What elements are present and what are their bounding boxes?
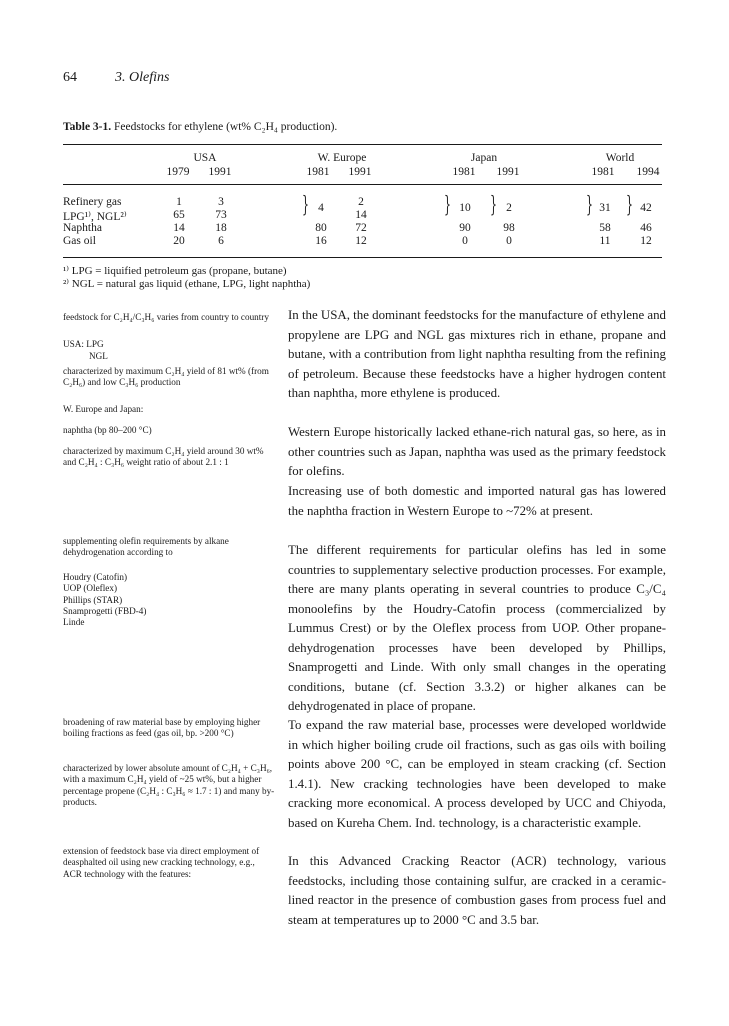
process-item: Houdry (Catofin) — [63, 572, 128, 582]
brace-symbol: } — [626, 193, 633, 218]
table-cell: 58 — [599, 222, 611, 234]
chapter-title: 3. Olefins — [115, 70, 170, 85]
table-cell: 14 — [355, 209, 367, 221]
table-cell: 2 — [358, 196, 364, 208]
table-caption-label: Table 3-1. — [63, 121, 112, 133]
table-cell: 65 — [173, 209, 185, 221]
body-paragraph: Increasing use of both domestic and imported natural gas has lowered the naphtha fraction in Western Europe to ~72% at present. — [288, 484, 666, 518]
table-cell: 12 — [355, 235, 367, 247]
body-paragraph: To expand the raw material base, processes were developed worldwide in which higher boiling crude oil fractions, such as gas oils with boiling points above 200 °C, can be employed in steam cracking (cf. Section 1.4.1). New cracking technologies have been developed to make cracking more economical. A process developed by UCC and Chiyoda, based on Kureha Chem. Ind. technology, is a characteristic example. — [288, 718, 666, 830]
side-note: naphtha (bp 80–200 °C) — [63, 425, 152, 435]
table-header-rule — [63, 184, 662, 185]
row-label-naphtha: Naphtha — [63, 222, 102, 234]
region-w-europe: W. Europe — [317, 152, 367, 164]
table-cell: 18 — [215, 222, 227, 234]
row-label-gas-oil: Gas oil — [63, 235, 96, 247]
process-list — [63, 572, 275, 628]
row-label-lpg-ngl: LPG¹⁾, NGL²⁾ — [63, 211, 127, 223]
side-note: USA: LPG — [63, 339, 104, 349]
table-cell: 14 — [173, 222, 185, 234]
brace-symbol: } — [586, 193, 593, 218]
body-paragraph: In the USA, the dominant feedstocks for the manufacture of ethylene and propylene are LPG and NGL gas mixtures rich in ethane, propane and butane, with a contribution from light naphtha resulting from the refining of petroleum. Because these feedstocks have a higher hydrogen content than naphtha, more ethylene is produced. — [288, 308, 667, 400]
side-note: NGL — [89, 351, 108, 361]
year-header: 1981 — [306, 166, 330, 178]
region-usa: USA — [193, 152, 217, 164]
year-header: 1994 — [636, 166, 660, 178]
table-cell: 0 — [462, 235, 468, 247]
table-caption — [63, 121, 337, 133]
table-cell: 11 — [599, 235, 611, 247]
table-cell: 73 — [215, 209, 227, 221]
table-footnote: ¹⁾ LPG = liquified petroleum gas (propane, butane) — [63, 265, 287, 277]
year-header: 1991 — [208, 166, 232, 178]
row-label-refinery-gas: Refinery gas — [63, 196, 122, 208]
brace-symbol: } — [444, 193, 451, 218]
table-cell: 46 — [640, 222, 652, 234]
year-header: 1981 — [452, 166, 476, 178]
side-note: extension of feedstock base via direct employment of deasphalted oil using new cracking technology, e.g., ACR technology with the features: — [63, 846, 260, 879]
side-note: W. Europe and Japan: — [63, 404, 144, 414]
table-caption-text: Feedstocks for ethylene (wt% C₂H₄ production). — [114, 121, 338, 133]
table-cell: 10 — [459, 202, 471, 214]
year-header: 1991 — [348, 166, 372, 178]
brace-symbol: } — [302, 193, 309, 218]
side-note: broadening of raw material base by employing higher boiling fractions as feed (gas oil, bp. >200 °C) — [63, 717, 261, 739]
body-paragraph: In this Advanced Cracking Reactor (ACR) technology, various feedstocks, including those containing sulfur, are cracked in a ceramic-lined reactor in the presence of combustion gases from process fuel and steam at temperatures up to 2000 °C and 3.5 bar. — [288, 854, 666, 927]
side-note: supplementing olefin requirements by alkane dehydrogenation according to — [63, 536, 229, 558]
table-cell: 12 — [640, 235, 652, 247]
side-note: characterized by maximum C₂H₄ yield of 81 wt% (from C₂H₆) and low C₃H₆ production — [63, 366, 269, 388]
side-note: characterized by lower absolute amount of C₂H₄ + C₃H₆, with a maximum C₂H₄ yield of ~25 wt%, but a higher percentage propene (C₂H₄ : C₃H₆ ≈ 1.7 : 1) and many by-products. — [63, 763, 275, 807]
table-cell: 98 — [503, 222, 515, 234]
table-cell: 20 — [173, 235, 185, 247]
side-note: characterized by maximum C₂H₄ yield around 30 wt% and C₂H₄ : C₃H₆ weight ratio of about 2.1 : 1 — [63, 446, 264, 468]
table-cell: 80 — [315, 222, 327, 234]
table-cell: 4 — [318, 202, 324, 214]
year-header: 1979 — [166, 166, 190, 178]
table-top-rule — [63, 144, 662, 145]
table-cell: 72 — [355, 222, 367, 234]
table-cell: 0 — [506, 235, 512, 247]
process-item: Snamprogetti (FBD-4) — [63, 605, 147, 616]
table-cell: 1 — [176, 196, 182, 208]
table-cell: 6 — [218, 235, 224, 247]
process-item: UOP (Oleflex) — [63, 583, 118, 594]
body-paragraph: Western Europe historically lacked ethane-rich natural gas, so here, as in other countries such as Japan, naphtha was used as the primary feedstock for olefins. — [288, 425, 666, 478]
year-header: 1981 — [591, 166, 615, 178]
table-bottom-rule — [63, 257, 662, 258]
side-note: feedstock for C₂H₄/C₃H₆ varies from country to country — [63, 312, 269, 322]
year-header: 1991 — [496, 166, 520, 178]
table-cell: 16 — [315, 235, 327, 247]
table-cell: 90 — [459, 222, 471, 234]
table-cell: 42 — [640, 202, 652, 214]
table-cell: 3 — [218, 196, 224, 208]
region-japan: Japan — [470, 152, 498, 164]
process-item: Linde — [63, 617, 85, 628]
table-cell: 31 — [599, 202, 611, 214]
table-footnote: ²⁾ NGL = natural gas liquid (ethane, LPG, light naphtha) — [63, 278, 311, 290]
page-number: 64 — [63, 70, 77, 85]
table-cell: 2 — [506, 202, 512, 214]
region-world: World — [605, 152, 635, 164]
body-paragraph: The different requirements for particular olefins has led in some countries to supplementary selective production processes. For example, there are many plants operating in several countries to produce C₃/C₄ monoolefins by the Houdry-Catofin process (commercialized by Lummus Crest) or by the Oleflex process from UOP. Other propane-dehydrogenation processes have been developed by Phillips, Snamprogetti and Linde. With only small changes in the operating conditions, butane (cf. Section 3.3.2) or higher alkanes can be dehydrogenated in place of propane. — [288, 543, 666, 713]
brace-symbol: } — [490, 193, 497, 218]
process-item: Phillips (STAR) — [63, 594, 123, 605]
